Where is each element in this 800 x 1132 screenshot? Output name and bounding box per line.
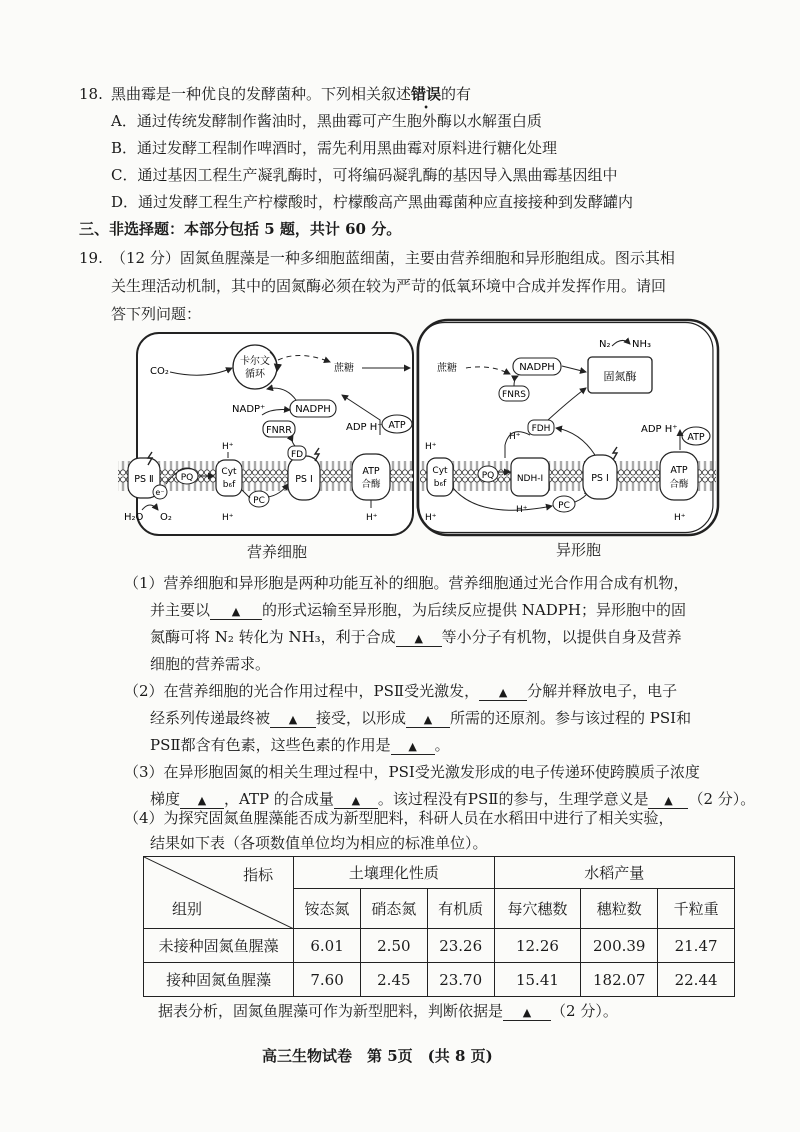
right-atp-label: ATP [687, 432, 705, 443]
right-nadph-label: NADPH [519, 362, 555, 373]
q19-p3-line-1: （3）在异形胞固氮的相关生理过程中，PSⅠ受光激发形成的电子传递环使跨膜质子浓度 [124, 763, 700, 781]
q18-option-a: A．通过传统发酵制作酱油时，黑曲霉可产生胞外酶以水解蛋白质 [111, 112, 542, 130]
q19-p2-l3a: PSⅡ都含有色素，这些色素的作用是 [150, 736, 391, 754]
table-col-header: 穗粒数 [581, 889, 658, 929]
nitrogenase-label: 固氮酶 [603, 370, 637, 383]
q19-conclusion-a: 据表分析，固氮鱼腥藻可作为新型肥料，判断依据是 [158, 1002, 504, 1020]
ndh-label: NDH-Ⅰ [516, 474, 544, 484]
right-h-bot-1: H⁺ [425, 513, 437, 523]
table-corner-bottom: 组别 [172, 900, 203, 918]
table-cell: 21.47 [658, 929, 735, 963]
left-adp-h-label: ADP H⁺ [346, 422, 383, 433]
n2-label: N₂ [599, 339, 611, 350]
right-psi-label: PS Ⅰ [591, 473, 609, 484]
right-h-top-2: H⁺ [509, 432, 521, 442]
right-atp-synthase-label-1: ATP [670, 465, 688, 476]
table-col-header: 有机质 [427, 889, 494, 929]
q19-p2-line-3 [150, 735, 450, 755]
q19-p1-line-4: 细胞的营养需求。 [150, 655, 271, 673]
table-cell: 2.45 [360, 963, 427, 997]
answer-blank[interactable]: ▲ [210, 605, 262, 620]
answer-blank[interactable]: ▲ [270, 713, 316, 728]
left-h-bot-2: H⁺ [366, 513, 378, 523]
psii-label: PS Ⅱ [134, 474, 154, 485]
left-h-bot-1: H⁺ [222, 513, 234, 523]
table-group-yield: 水稻产量 [494, 857, 734, 889]
q19-p3-l2b: ，ATP 的合成量 [224, 790, 334, 808]
left-atp-synthase-label-1: ATP [362, 466, 380, 477]
table-cell: 22.44 [658, 963, 735, 997]
section-three-heading: 三、非选择题：本部分包括 5 题，共计 60 分。 [79, 220, 402, 238]
answer-blank[interactable]: ▲ [479, 686, 527, 701]
table-row [144, 929, 735, 963]
right-cyt-label-1: Cyt [432, 466, 448, 476]
q19-p2-line-1 [124, 681, 677, 701]
q18-stem-emphasis: 错误 [411, 85, 442, 103]
table-cell: 23.26 [427, 929, 494, 963]
right-h-bot-2: H⁺ [516, 505, 528, 515]
fd-h-label: FDH [531, 424, 551, 434]
right-pq-label: PQ [481, 471, 495, 481]
q19-p1-l2b: 的形式运输至异形胞，为后续反应提供 NADPH；异形胞中的固 [262, 601, 686, 619]
q19-p2-l3b: 。 [434, 736, 450, 754]
caption-heterocyst: 异形胞 [556, 541, 602, 559]
q19-p2-l2b: 接受，以形成 [316, 709, 407, 727]
right-sucrose-label: 蔗糖 [437, 363, 457, 374]
answer-blank[interactable]: ▲ [396, 632, 442, 647]
fnr-s-label: FNRS [502, 390, 526, 400]
q19-conclusion [158, 1001, 618, 1021]
q19-p3-l2c: 。该过程没有PSⅡ的参与，生理学意义是 [377, 790, 649, 808]
q19-intro-line-2: 关生理活动机制，其中的固氮酶必须在较为严苛的低氧环境中合成并发挥作用。请回 [111, 277, 667, 295]
left-atp-synthase [352, 454, 390, 500]
q19-p1-line-2 [150, 600, 686, 620]
right-cyt-label-2: b₆f [433, 479, 447, 489]
table-col-header: 硝态氮 [360, 889, 427, 929]
left-cyt-b6f-complex [216, 460, 242, 496]
right-pc-label: PC [558, 501, 570, 511]
q19-p1-l3b: 等小分子有机物，以提供自身及营养 [441, 628, 682, 646]
q19-intro-line-1: （12 分）固氮鱼腥藻是一种多细胞蓝细菌，主要由营养细胞和异形胞组成。图示其相 [111, 249, 675, 267]
table-corner-top: 指标 [243, 866, 274, 884]
table-corner-cell [144, 857, 294, 929]
q19-p3-line-2 [150, 789, 755, 809]
right-cyt-b6f-complex [427, 458, 453, 496]
q18-number: 18. [79, 85, 103, 103]
calvin-label-1: 卡尔文 [240, 356, 270, 367]
q19-p2-line-2 [150, 708, 691, 728]
left-atp-label: ATP [388, 420, 406, 431]
answer-blank[interactable]: ▲ [406, 713, 450, 728]
table-col-header: 千粒重 [658, 889, 735, 929]
q19-p2-l1a: （2）在营养细胞的光合作用过程中，PSⅡ受光激发， [124, 682, 480, 700]
q19-p2-l2c: 所需的还原剂。参与该过程的 PSⅠ和 [450, 709, 692, 727]
answer-blank[interactable]: ▲ [503, 1006, 551, 1021]
page-footer: 高三生物试卷 第 5页 (共 8 页) [262, 1047, 493, 1065]
q18-stem-a: 黑曲霉是一种优良的发酵菌种。下列相关叙述 [111, 85, 412, 103]
q18-stem-b: 的有 [441, 85, 472, 103]
table-row [144, 963, 735, 997]
q19-p4-line-2: 结果如下表（各项数值单位均为相应的标准单位）。 [150, 834, 488, 852]
left-pq-label: PQ [180, 473, 194, 483]
q19-p3-l2a: 梯度 [150, 790, 181, 808]
table-cell: 182.07 [581, 963, 658, 997]
table-cell: 15.41 [494, 963, 581, 997]
table-cell: 6.01 [294, 929, 361, 963]
left-sucrose-label: 蔗糖 [334, 363, 354, 374]
q19-p4-line-1: （4）为探究固氮鱼腥藻能否成为新型肥料，科研人员在水稻田中进行了相关实验， [124, 809, 674, 827]
electron-label: e⁻ [155, 488, 165, 497]
left-atp-synthase-label-2: 合酶 [361, 479, 381, 490]
right-h-top-1: H⁺ [425, 442, 437, 452]
co2-label: CO₂ [150, 366, 169, 377]
left-pc-label: PC [253, 496, 265, 506]
nadp-plus-label: NADP⁺ [232, 404, 266, 415]
answer-blank[interactable]: ▲ [391, 740, 435, 755]
q19-p2-l1b: 分解并释放电子，电子 [527, 682, 678, 700]
q18-option-d: D．通过发酵工程生产柠檬酸时，柠檬酸高产黑曲霉菌种应直接接种到发酵罐内 [111, 193, 634, 211]
table-cell: 200.39 [581, 929, 658, 963]
fnr-r-label: FNRR [266, 425, 292, 436]
q19-p3-l2d: （2 分）。 [688, 790, 756, 808]
q19-p1-l3a: 氮酶可将 N₂ 转化为 NH₃，利于合成 [150, 628, 396, 646]
answer-blank[interactable]: ▲ [180, 794, 224, 809]
q19-conclusion-b: （2 分）。 [551, 1002, 618, 1020]
table-cell: 7.60 [294, 963, 361, 997]
nh3-label: NH₃ [632, 339, 652, 350]
q19-p2-l2a: 经系列传递最终被 [150, 709, 271, 727]
q19-number: 19. [79, 249, 103, 267]
q19-p1-l2a: 并主要以 [150, 601, 211, 619]
q18-option-b: B．通过发酵工程制作啤酒时，需先利用黑曲霉对原料进行糖化处理 [111, 139, 558, 157]
table-group-soil: 土壤理化性质 [294, 857, 494, 889]
left-cyt-label-1: Cyt [221, 467, 237, 477]
right-atp-synthase-label-2: 合酶 [669, 479, 689, 490]
table-cell: 2.50 [360, 929, 427, 963]
answer-blank[interactable]: ▲ [648, 794, 688, 809]
right-atp-synthase [660, 452, 698, 500]
results-table [143, 856, 735, 997]
calvin-label-2: 循环 [245, 369, 265, 380]
right-adp-h-label: ADP H⁺ [641, 424, 678, 435]
table-row-label: 未接种固氮鱼腥藻 [144, 929, 294, 963]
left-psi-label: PS Ⅰ [295, 474, 313, 485]
left-cyt-label-2: b₆f [222, 480, 236, 490]
table-cell: 12.26 [494, 929, 581, 963]
o2-label: O₂ [160, 512, 172, 523]
q19-p1-line-3 [150, 627, 682, 647]
q19-intro-line-3: 答下列问题： [111, 305, 202, 323]
table-row-label: 接种固氮鱼腥藻 [144, 963, 294, 997]
table-cell: 23.70 [427, 963, 494, 997]
right-h-bot-3: H⁺ [674, 513, 686, 523]
h2o-label: H₂O [124, 512, 144, 523]
q19-p1-line-1: （1）营养细胞和异形胞是两种功能互补的细胞。营养细胞通过光合作用合成有机物， [124, 574, 689, 592]
caption-vegetative-cell: 营养细胞 [247, 543, 308, 561]
table-col-header: 铵态氮 [294, 889, 361, 929]
fd-label: FD [290, 450, 304, 460]
left-h-top-1: H⁺ [222, 442, 234, 452]
table-col-header: 每穴穗数 [494, 889, 581, 929]
q18-option-c: C．通过基因工程生产凝乳酶时，可将编码凝乳酶的基因导入黑曲霉基因组中 [111, 166, 618, 184]
left-nadph-label: NADPH [295, 404, 331, 415]
answer-blank[interactable]: ▲ [334, 794, 378, 809]
